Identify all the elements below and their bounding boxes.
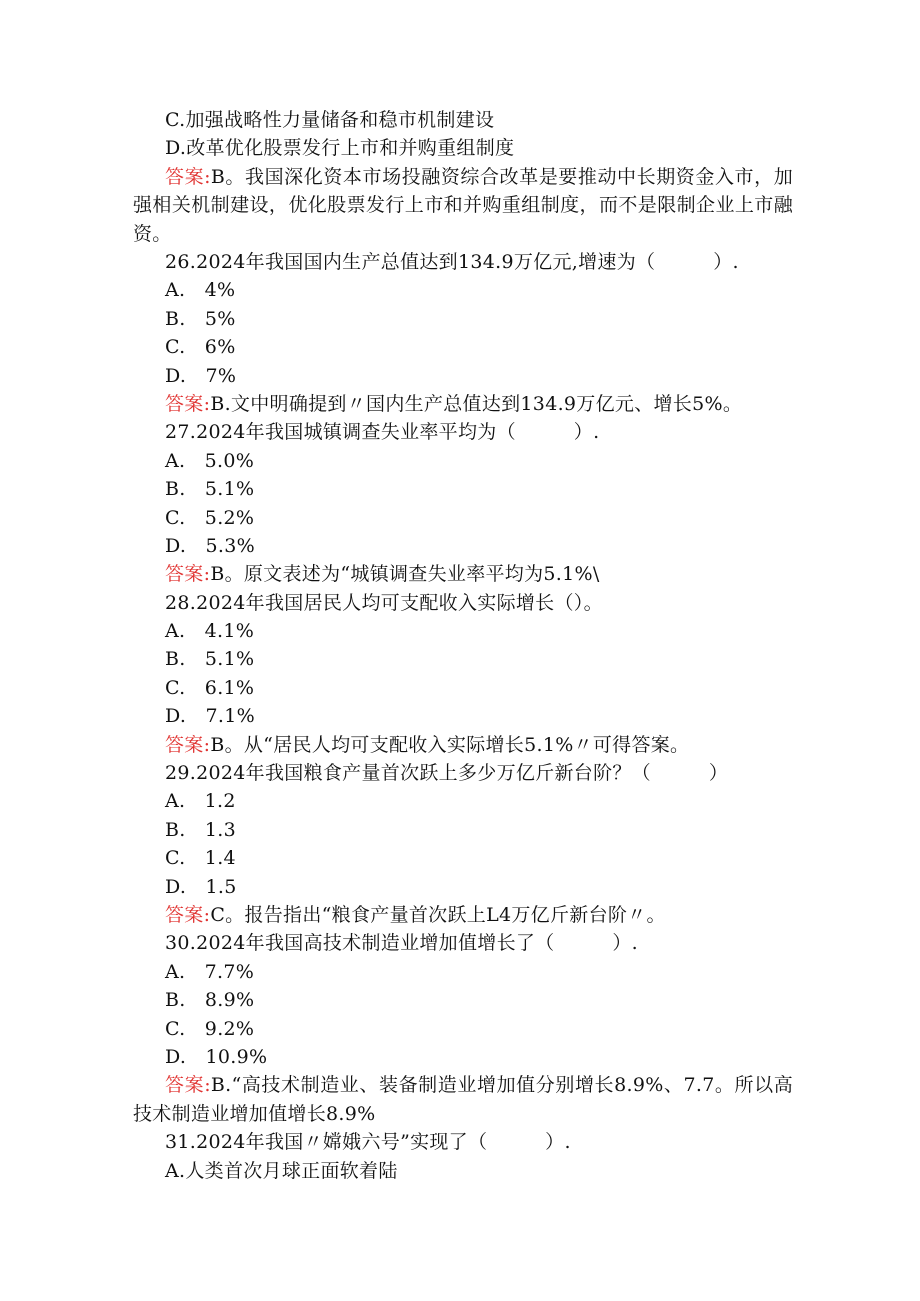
answer-text: B。原文表述为“城镇调查失业率平均为5.1%\ <box>210 563 600 586</box>
answer-line <box>133 731 793 759</box>
option-line: D. 5.3% <box>165 534 255 557</box>
document-body <box>133 106 793 1185</box>
answer-label: 答案: <box>165 392 211 415</box>
option-line: B. 1.3 <box>165 818 237 841</box>
option-line: D.改革优化股票发行上市和并购重组制度 <box>165 137 515 160</box>
option-line: B. 5.1% <box>165 478 255 501</box>
option-line: C. 1.4 <box>165 847 236 870</box>
answer-paragraph <box>133 1071 793 1128</box>
answer-text: C。报告指出“粮食产量首次跃上L4万亿斤新台阶〃。 <box>210 903 666 926</box>
option-line: B. 8.9% <box>165 989 255 1012</box>
option-line: A. 1.2 <box>165 790 236 813</box>
answer-text: B.文中明确提到〃国内生产总值达到134.9万亿元、增长5%。 <box>210 392 743 415</box>
option-line: C. 9.2% <box>165 1017 255 1040</box>
answer-paragraph <box>133 163 793 248</box>
question-line: 26.2024年我国国内生产总值达到134.9万亿元,增速为（ ）. <box>165 251 739 273</box>
option-line: A.人类首次月球正面软着陆 <box>165 1159 398 1182</box>
option-line: A. 4.1% <box>165 620 255 643</box>
answer-label: 答案: <box>165 1074 211 1097</box>
question-line: 29.2024年我国粮食产量首次跃上多少万亿斤新台阶？（ ） <box>165 762 729 785</box>
answer-label: 答案: <box>165 563 211 586</box>
option-line: D. 7% <box>165 364 237 387</box>
option-line: B. 5% <box>165 307 236 330</box>
answer-text: B.“高技术制造业、装备制造业增加值分别增长8.9%、7.7。所以高技术制造业增加值增长8.9% <box>133 1074 793 1125</box>
option-line: C. 6% <box>165 336 236 359</box>
question-line: 27.2024年我国城镇调查失业率平均为（ ）. <box>165 421 600 444</box>
question-line: 30.2024年我国高技术制造业增加值增长了（ ）. <box>165 932 639 955</box>
option-line: D. 7.1% <box>165 705 255 728</box>
answer-text: B。从“居民人均可支配收入实际增长5.1%〃可得答案。 <box>210 733 690 756</box>
answer-label: 答案: <box>165 903 211 926</box>
option-line: C.加强战略性力量储备和稳市机制建设 <box>165 109 495 131</box>
question-line: 28.2024年我国居民人均可支配收入实际增长（）。 <box>165 591 603 614</box>
option-line: A. 7.7% <box>165 960 255 983</box>
answer-line <box>133 901 793 929</box>
answer-label: 答案: <box>165 165 211 188</box>
option-line: D. 1.5 <box>165 875 237 898</box>
option-line: C. 5.2% <box>165 506 255 529</box>
option-line: A. 5.0% <box>165 449 255 472</box>
answer-text: B。我国深化资本市场投融资综合改革是要推动中长期资金入市，加强相关机制建设，优化股票发行上市和并购重组制度，而不是限制企业上市融资。 <box>133 165 793 245</box>
answer-line <box>133 560 793 588</box>
question-line: 31.2024年我国〃嫦娥六号”实现了（ ）. <box>165 1131 571 1154</box>
option-line: A. 4% <box>165 279 236 302</box>
option-line: D. 10.9% <box>165 1045 268 1068</box>
option-line: B. 5.1% <box>165 648 255 671</box>
answer-label: 答案: <box>165 733 211 756</box>
answer-line <box>133 390 793 418</box>
option-line: C. 6.1% <box>165 676 255 699</box>
